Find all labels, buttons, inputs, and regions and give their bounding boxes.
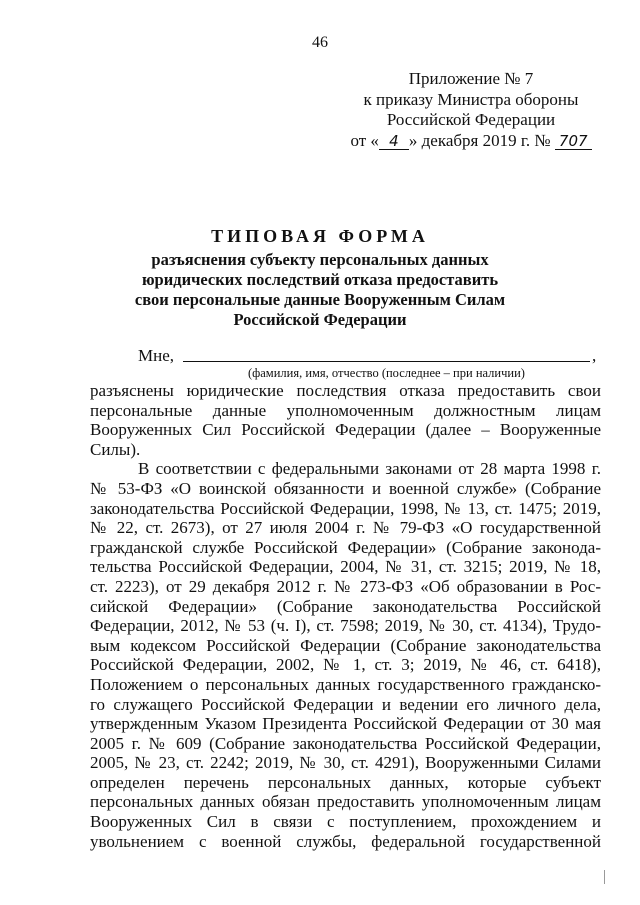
margin-mark [604, 870, 609, 884]
body-text [90, 381, 601, 851]
appendix-block [340, 69, 602, 151]
body-line: № 22, ст. 2673), от 27 июля 2004 г. № 79-ФЗ «О государственной [90, 518, 601, 538]
body-line: утвержденным Указом Президента Российской Федерации от 30 мая [90, 714, 601, 734]
name-label: Мне, [138, 346, 175, 365]
handwritten-order-number: 707 [555, 134, 592, 150]
body-line: Силы). [90, 439, 141, 459]
body-line: вым кодексом Российской Федерации (Собрание законодательства [90, 635, 601, 655]
name-caption: (фамилия, имя, отчество (последнее – при наличии) [248, 366, 525, 380]
appendix-order-ref: к приказу Министра обороны [363, 89, 579, 109]
body-line: Вооруженных Сил Российской Федерации (далее – Вооруженные [90, 420, 601, 440]
name-fill-line [183, 361, 590, 362]
appendix-country: Российской Федерации [386, 110, 556, 129]
body-line: сийской Федерации» (Собрание законодательства Российской [90, 596, 601, 616]
body-line: В соответствии с федеральными законами от 28 марта 1998 г. [138, 459, 601, 479]
appendix-title: Приложение № 7 [408, 69, 534, 88]
body-line: Российской Федерации, 2002, № 1, ст. 3; 2019, № 46, ст. 6418), [90, 655, 601, 675]
body-line: 2005 г. № 609 (Собрание законодательства Российской Федерации, [90, 733, 601, 753]
subtitle-line: юридических последствий отказа предоставить [141, 270, 499, 289]
appendix-date-line [340, 131, 602, 152]
body-line: Положением о персональных данных государственного гражданско- [90, 674, 601, 694]
body-line: Федерации, 2012, № 53 (ч. I), ст. 7598; 2019, № 30, ст. 4134), Трудо- [90, 616, 601, 636]
subtitle-line: свои персональные данные Вооруженным Силам [134, 290, 506, 309]
date-prefix: от « [350, 130, 379, 150]
date-middle: » декабря 2019 г. № [408, 130, 551, 150]
subtitle-line: разъяснения субъекту персональных данных [151, 250, 489, 269]
body-line: разъяснены юридические последствия отказа предоставить свои [90, 381, 601, 400]
body-line: тельства Российской Федерации, 2004, № 31, ст. 3215; 2019, № 18, [90, 557, 601, 577]
body-line: увольнением с военной службы, федеральной государственной [90, 831, 601, 851]
body-line: № 53-ФЗ «О воинской обязанности и военной службе» (Собрание [90, 478, 601, 498]
body-line: персональных данных обязан предоставить уполномоченным лицам [90, 792, 601, 812]
body-line: 2005, № 23, ст. 2242; 2019, № 30, ст. 4291), Вооруженными Силами [90, 753, 601, 773]
name-comma: , [592, 346, 597, 365]
body-line: Вооруженных Сил в связи с поступлением, прохождением и [90, 812, 601, 832]
handwritten-day: 4 [379, 134, 409, 150]
body-line: законодательства Российской Федерации, 1998, № 13, ст. 1475; 2019, [90, 498, 601, 518]
body-line: ст. 2223), от 29 декабря 2012 г. № 273-ФЗ «Об образовании в Рос- [90, 576, 601, 596]
subtitle-line: Российской Федерации [233, 310, 407, 329]
body-line: определен перечень персональных данных, которые субъект [90, 772, 601, 792]
body-line: го служащего Российской Федерации и ведении его личного дела, [90, 694, 601, 714]
body-line: гражданской службе Российской Федерации» (Собрание законода- [90, 537, 601, 557]
form-subtitle [90, 250, 550, 330]
form-title: ТИПОВАЯ ФОРМА [211, 226, 429, 246]
body-line: персональные данные уполномоченным должностным лицам [90, 400, 601, 420]
page-number: 46 [312, 34, 328, 51]
